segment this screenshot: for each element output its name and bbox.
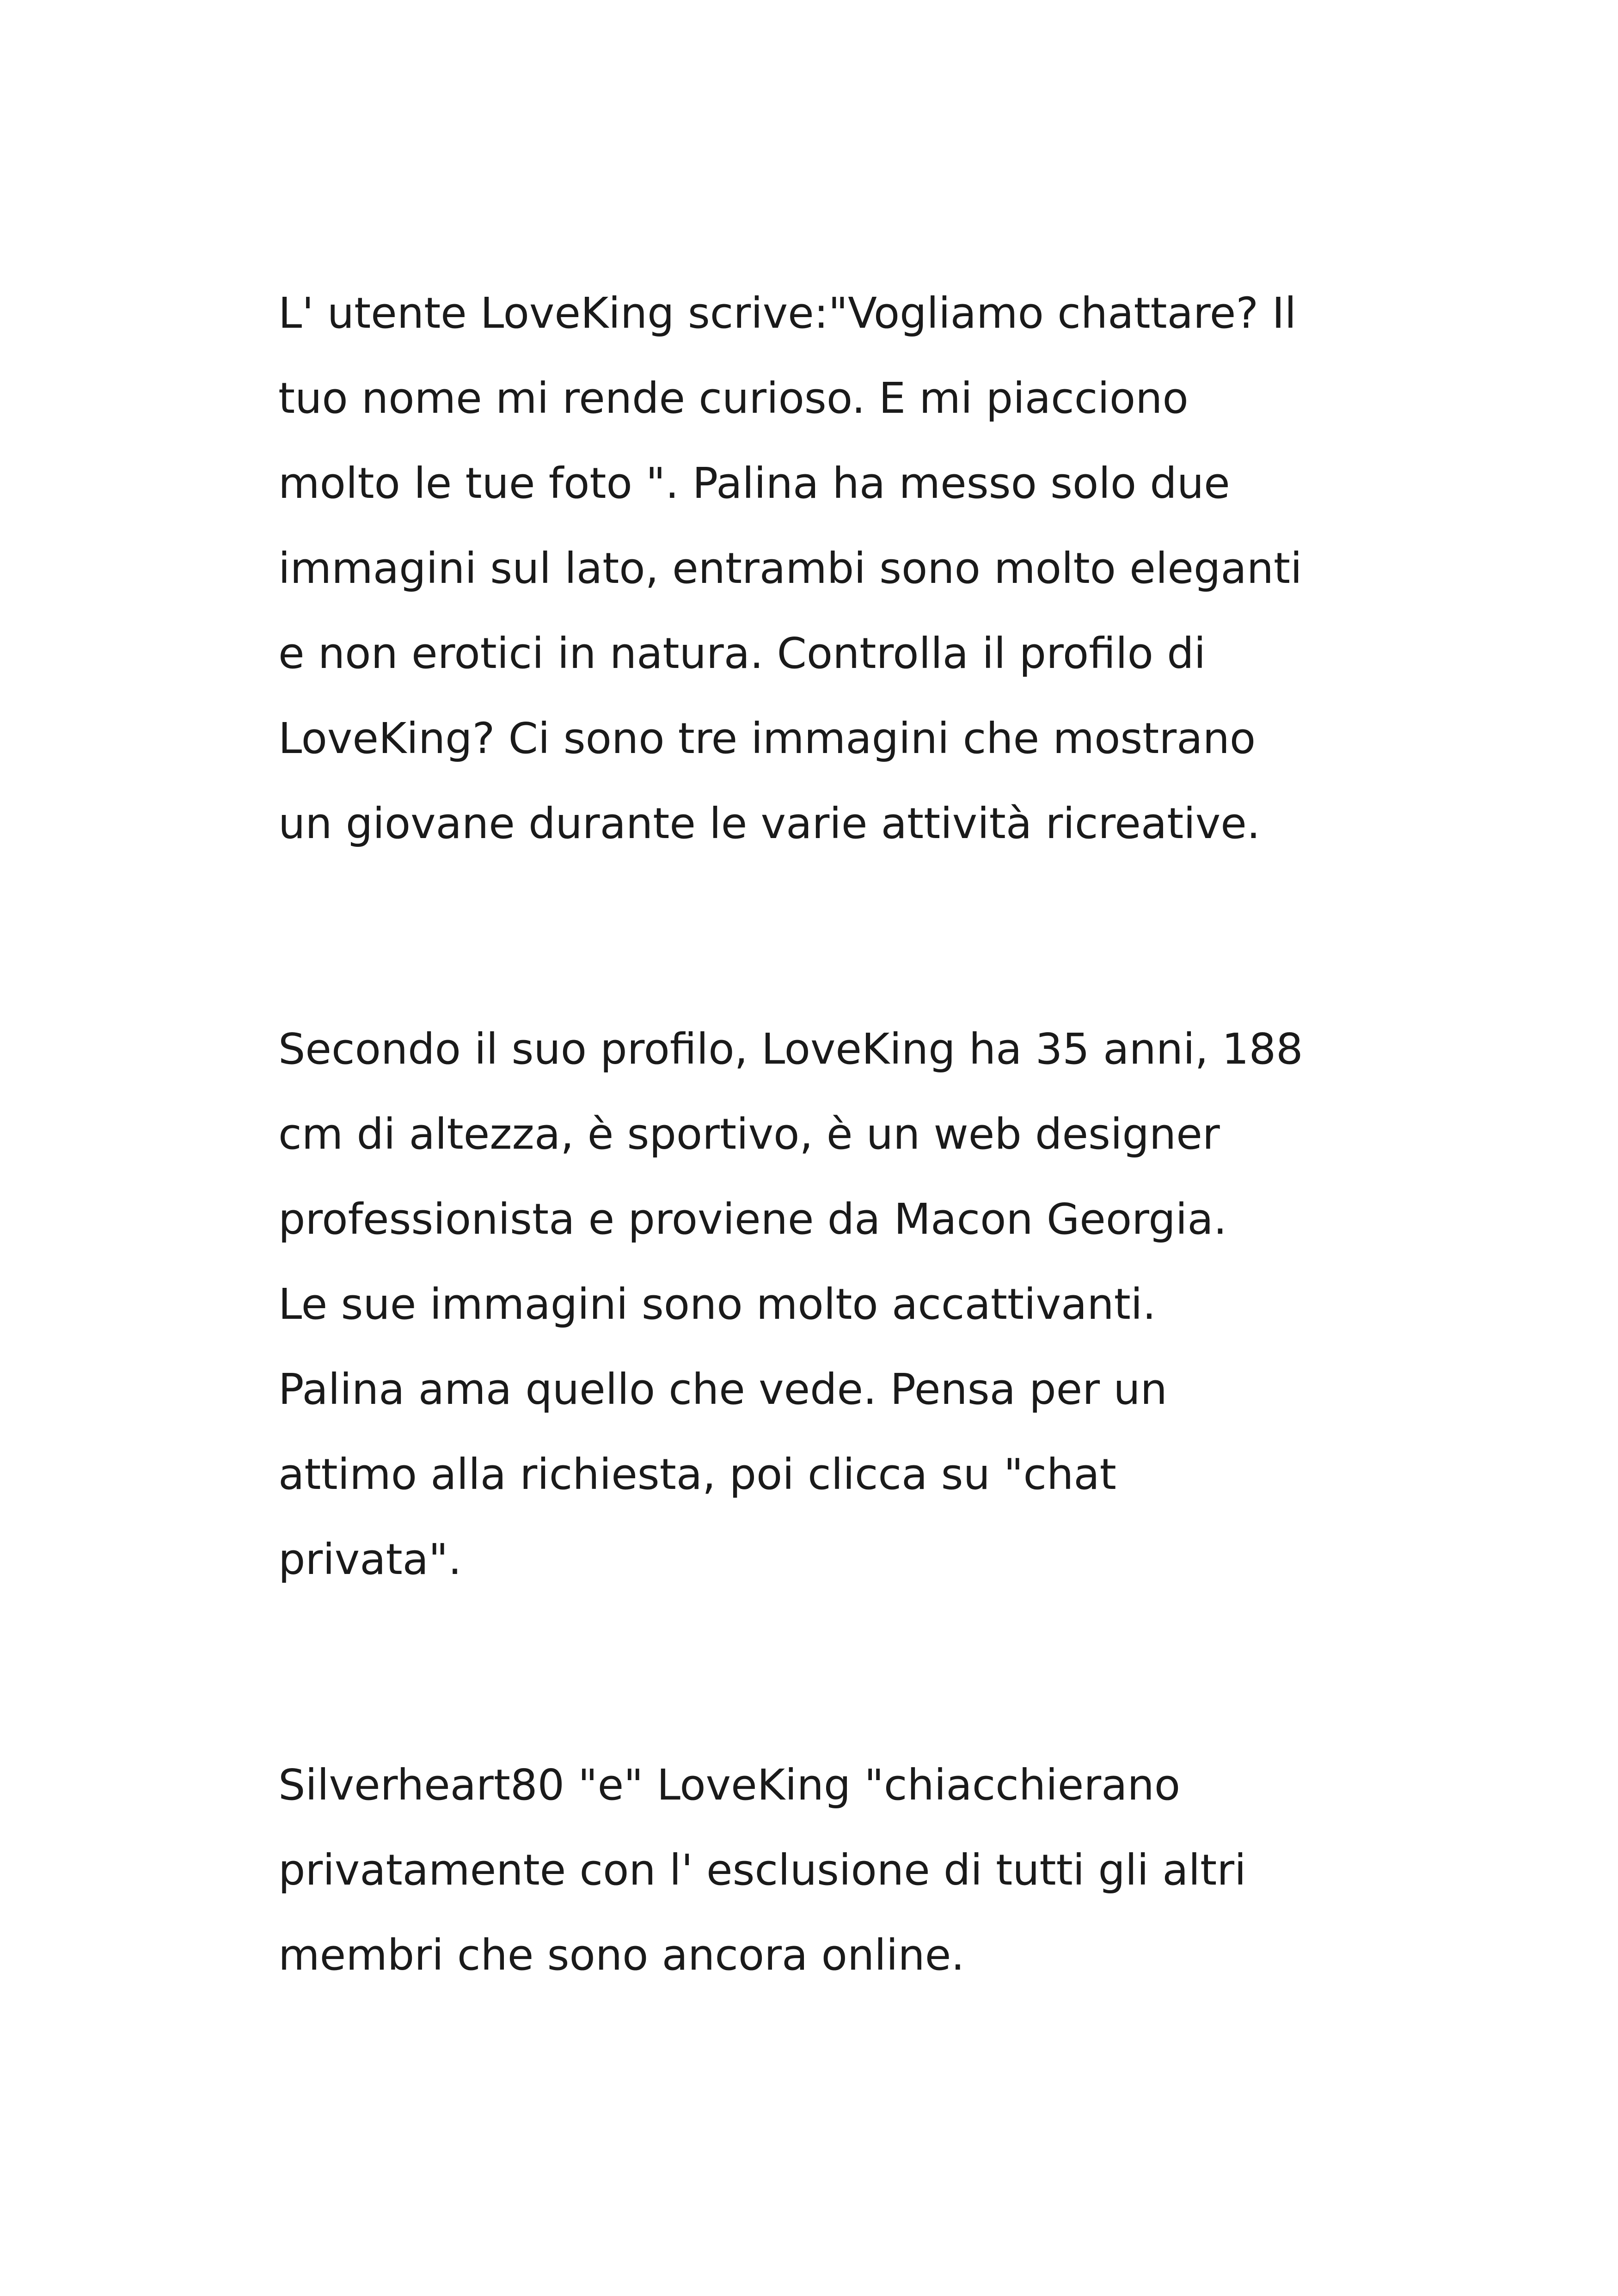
text-line: Palina ama quello che vede. Pensa per un	[278, 1365, 1167, 1414]
text-line: privata".	[278, 1535, 462, 1584]
text-line: LoveKing? Ci sono tre immagini che mostrano	[278, 714, 1256, 763]
text-line: privatamente con l' esclusione di tutti gli altri	[278, 1845, 1246, 1895]
text-line: attimo alla richiesta, poi clicca su "chat	[278, 1450, 1116, 1499]
text-line: membri che sono ancora online.	[278, 1930, 965, 1980]
text-line: e non erotici in natura. Controlla il profilo di	[278, 629, 1206, 678]
paragraph-2	[278, 1007, 1369, 1602]
text-line: Secondo il suo profilo, LoveKing ha 35 anni, 188	[278, 1024, 1303, 1074]
text-line: tuo nome mi rende curioso. E mi piacciono	[278, 373, 1189, 423]
text-line: un giovane durante le varie attività ricreative.	[278, 799, 1261, 848]
text-line: L' utente LoveKing scrive:"Vogliamo chattare? Il	[278, 288, 1297, 338]
text-line: Le sue immagini sono molto accattivanti.	[278, 1280, 1156, 1329]
text-line: cm di altezza, è sportivo, è un web designer	[278, 1109, 1220, 1159]
text-line: professionista e proviene da Macon Georgia.	[278, 1194, 1227, 1244]
text-line: molto le tue foto ". Palina ha messo solo due	[278, 459, 1230, 508]
text-line: Silverheart80 "e" LoveKing "chiacchierano	[278, 1760, 1181, 1810]
text-line: immagini sul lato, entrambi sono molto eleganti	[278, 544, 1302, 593]
paragraph-1	[278, 271, 1369, 866]
paragraph-3	[278, 1743, 1369, 1998]
